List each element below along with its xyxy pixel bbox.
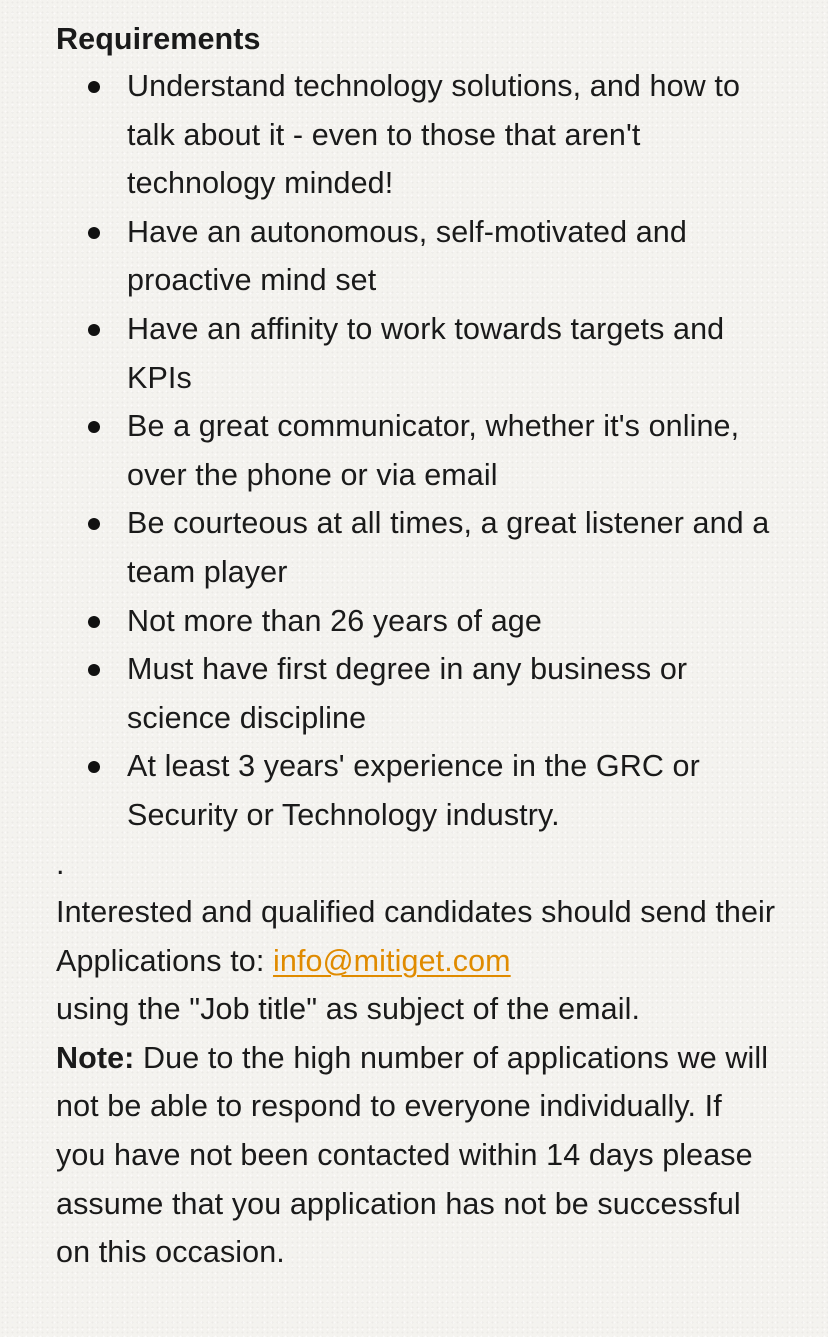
note-document xyxy=(56,16,776,1277)
email-link[interactable]: info@mitiget.com xyxy=(273,943,511,978)
list-item xyxy=(56,742,776,839)
list-item xyxy=(56,597,776,646)
application-subject-note: using the "Job title" as subject of the email. xyxy=(56,992,641,1027)
bullet-icon xyxy=(88,616,100,628)
note-text: Due to the high number of applications we will not be able to respond to everyone individually. If you have not been contacted within 14 days please assume that you application has not be successful on this occasion. xyxy=(56,1040,769,1270)
list-item xyxy=(56,402,776,499)
list-item xyxy=(56,208,776,305)
separator-dot: . xyxy=(56,846,65,881)
list-item xyxy=(56,305,776,402)
list-item-text: Be courteous at all times, a great listener and a team player xyxy=(127,506,770,589)
bullet-icon xyxy=(88,518,100,530)
bullet-icon xyxy=(88,227,100,239)
application-paragraph xyxy=(56,888,776,1034)
list-item-text: Be a great communicator, whether it's online, over the phone or via email xyxy=(127,409,740,492)
bullet-icon xyxy=(88,761,100,773)
list-item-text: Have an autonomous, self-motivated and proactive mind set xyxy=(127,214,687,298)
bullet-icon xyxy=(88,324,100,336)
requirements-list xyxy=(56,62,776,840)
requirements-heading: Requirements xyxy=(56,22,261,56)
bullet-icon xyxy=(88,421,100,433)
list-item xyxy=(56,499,776,596)
application-intro: Interested and qualified candidates should send their Applications to: xyxy=(56,895,776,978)
list-item-text: Not more than 26 years of age xyxy=(127,603,542,638)
list-item xyxy=(56,62,776,208)
list-item-text: Must have first degree in any business or science discipline xyxy=(127,652,688,735)
list-item-text: Understand technology solutions, and how to talk about it - even to those that aren't technology minded! xyxy=(127,69,741,201)
bullet-icon xyxy=(88,81,100,93)
list-item xyxy=(56,645,776,742)
note-label: Note: xyxy=(56,1040,135,1075)
list-item-text: At least 3 years' experience in the GRC or Security or Technology industry. xyxy=(127,749,700,832)
list-item-text: Have an affinity to work towards targets and KPIs xyxy=(127,311,725,395)
note-paragraph xyxy=(56,1034,776,1277)
bullet-icon xyxy=(88,664,100,676)
